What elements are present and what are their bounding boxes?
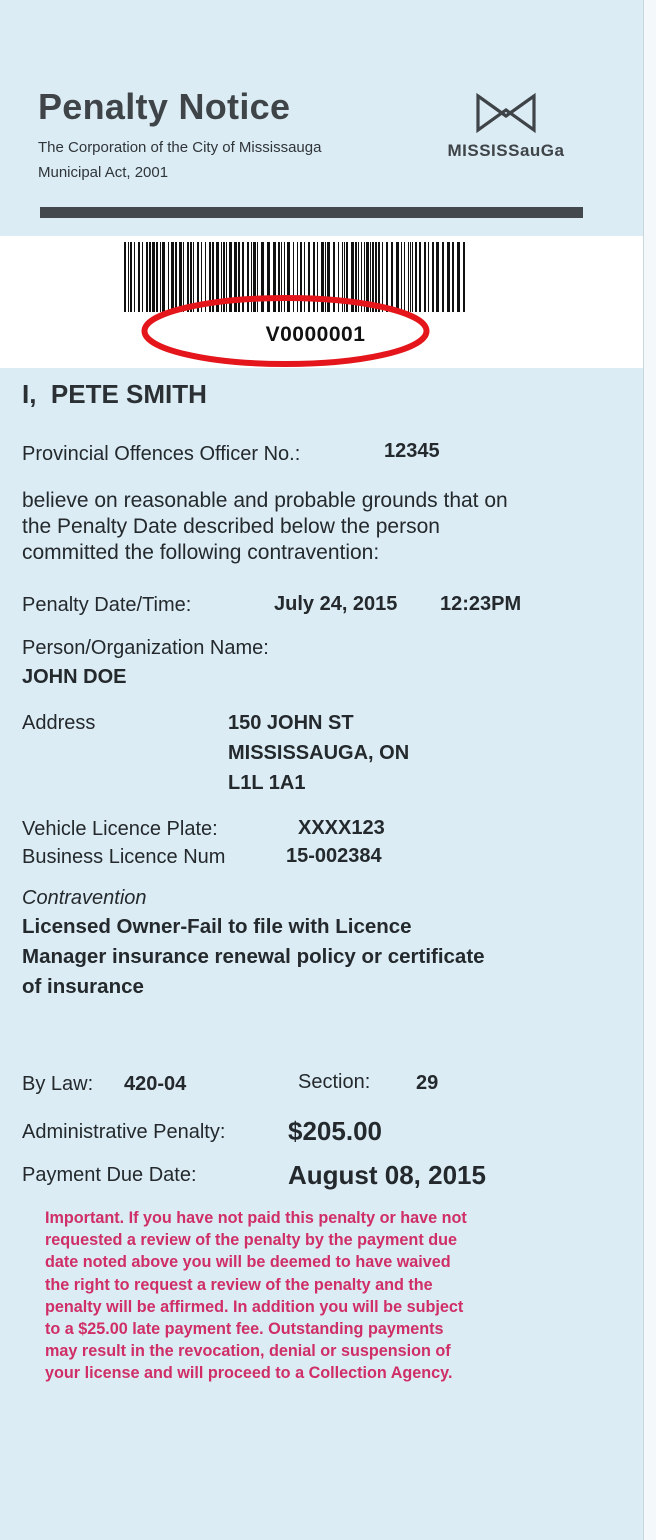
notice-title: Penalty Notice	[38, 86, 291, 127]
barcode-bar	[124, 242, 126, 312]
barcode-bar	[442, 242, 444, 312]
admin-penalty-amount: $205.00	[288, 1116, 382, 1146]
barcode-bar	[463, 242, 465, 312]
municipal-act: Municipal Act, 2001	[38, 164, 169, 181]
penalty-datetime-label: Penalty Date/Time:	[22, 594, 192, 616]
notice-line: may result in the revocation, denial or suspension of	[45, 1342, 451, 1361]
penalty-date: July 24, 2015	[274, 593, 398, 615]
officer-prefix: I,	[22, 379, 37, 409]
payment-due-date: August 08, 2015	[288, 1160, 486, 1190]
penalty-time: 12:23PM	[440, 593, 522, 615]
contravention-line: of insurance	[22, 975, 144, 998]
mississauga-crown-icon	[474, 92, 538, 134]
barcode-bar	[134, 242, 135, 312]
notice-line: date noted above you will be deemed to have waived	[45, 1253, 451, 1272]
business-licence-number: 15-002384	[286, 845, 382, 867]
perforated-edge	[643, 0, 656, 1540]
officer-number: 12345	[384, 440, 440, 462]
logo-wordmark: MISSISSauGa	[447, 141, 565, 160]
statement-line: believe on reasonable and probable grounds that on	[22, 489, 508, 512]
vehicle-plate: XXXX123	[298, 817, 385, 839]
address-label: Address	[22, 712, 96, 734]
officer-statement	[22, 379, 207, 410]
important-notice	[45, 1207, 605, 1385]
ticket-number-highlight-circle	[140, 293, 431, 369]
bylaw-label: By Law:	[22, 1073, 94, 1095]
notice-line: penalty will be affirmed. In addition you will be subject	[45, 1297, 464, 1316]
section-number: 29	[416, 1072, 439, 1094]
notice-line: requested a review of the penalty by the payment due	[45, 1231, 457, 1250]
officer-name: PETE SMITH	[50, 379, 207, 409]
person-label: Person/Organization Name:	[22, 637, 269, 659]
contravention-label: Contravention	[22, 887, 147, 909]
admin-penalty-label: Administrative Penalty:	[22, 1121, 226, 1143]
barcode-bar	[130, 242, 132, 312]
statement-line: committed the following contravention:	[22, 541, 380, 564]
statement-line: the Penalty Date described below the person	[22, 515, 440, 538]
section-label: Section:	[298, 1071, 371, 1093]
header-divider-bar	[40, 207, 583, 218]
address-line: 150 JOHN ST	[228, 712, 354, 734]
address-line: MISSISSAUGA, ON	[228, 742, 410, 764]
vehicle-plate-label: Vehicle Licence Plate:	[22, 818, 218, 840]
notice-line: Important. If you have not paid this penalty or have not	[45, 1209, 467, 1227]
notice-line: your license and will proceed to a Collection Agency.	[45, 1364, 453, 1383]
barcode-bar	[452, 242, 454, 312]
barcode-bar	[447, 242, 450, 312]
payment-due-label: Payment Due Date:	[22, 1164, 197, 1186]
barcode-bar	[436, 242, 439, 312]
barcode-bar	[128, 242, 129, 312]
bylaw-number: 420-04	[124, 1073, 187, 1095]
person-name: JOHN DOE	[22, 666, 127, 688]
notice-line: to a $25.00 late payment fee. Outstanding payments	[45, 1320, 444, 1339]
corporation-name: The Corporation of the City of Mississauga	[38, 139, 322, 156]
barcode-bar	[432, 242, 434, 312]
mississauga-logo	[436, 92, 576, 161]
contravention-line: Manager insurance renewal policy or certificate	[22, 945, 485, 968]
notice-line: the right to request a review of the penalty and the	[45, 1275, 433, 1294]
barcode-bar	[457, 242, 460, 312]
contravention-line: Licensed Owner-Fail to file with Licence	[22, 915, 412, 938]
address-line: L1L 1A1	[228, 772, 306, 794]
officer-number-label: Provincial Offences Officer No.:	[22, 443, 301, 465]
ticket-number: V0000001	[265, 323, 366, 346]
business-licence-label: Business Licence Num	[22, 846, 226, 868]
